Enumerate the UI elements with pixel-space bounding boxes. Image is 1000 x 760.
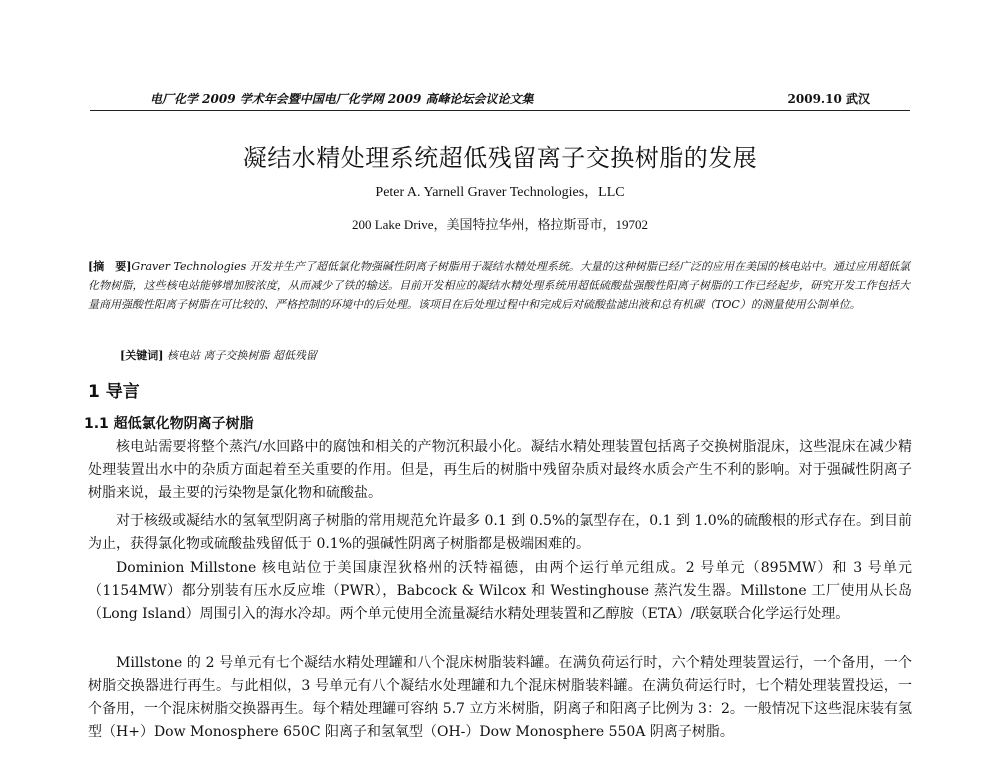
body-paragraph bbox=[88, 510, 912, 556]
paper-title: 凝结水精处理系统超低残留离子交换树脂的发展 bbox=[242, 144, 758, 172]
abstract-text: Graver Technologies 开发并生产了超低氯化物强碱性阴离子树脂用于凝结水精处理系统。大量的这种树脂已经广泛的应用在美国的核电站中。通过应用超低氯化物树脂，这些核电站能够增加胺浓度，从而减少了铁的输送。目前开发相应的凝结水精处理系统用超低硫酸盐强酸性阳离子树脂的工作已经起步，研究开发工作包括大量商用强酸性阳离子树脂在可比较的、严格控制的环境中的后处理。该项目在后处理过程中和完成后对硫酸盐滤出液和总有机碳（TOC）的测量使用公制单位。 bbox=[88, 260, 910, 311]
body-paragraph bbox=[88, 652, 912, 744]
paragraph-text: 对于核级或凝结水的氢氧型阴离子树脂的常用规范允许最多 0.1 到 0.5%的氯型存在，0.1 到 1.0%的硫酸根的形式存在。到目前为止，获得氯化物或硫酸盐残留低于 0.1%的强碱性阴离子树脂都是极端困难的。 bbox=[88, 513, 912, 552]
keywords-label: [关键词] bbox=[120, 349, 164, 362]
paragraph-text: Dominion Millstone 核电站位于美国康涅狄格州的沃特福德，由两个运行单元组成。2 号单元（895MW）和 3 号单元（1154MW）都分别装有压水反应堆（PWR），Babcock & Wilcox 和 Westinghouse 蒸汽发生器。Millstone 工厂使用从长岛（Long Island）周围引入的海水冷却。两个单元使用全流量凝结水精处理装置和乙醇胺（ETA）/联氨联合化学运行处理。 bbox=[88, 560, 912, 622]
header-proceedings-title: 电厂化学 2009 学术年会暨中国电厂化学网 2009 高峰论坛会议论文集 bbox=[150, 92, 534, 106]
keywords bbox=[120, 347, 900, 363]
section-heading-introduction: 1 导言 bbox=[88, 382, 140, 402]
subsection-heading-anion-resin: 1.1 超低氯化物阴离子树脂 bbox=[84, 416, 254, 432]
paragraph-text: 核电站需要将整个蒸汽/水回路中的腐蚀和相关的产物沉积最小化。凝结水精处理装置包括离子交换树脂混床，这些混床在减少精处理装置出水中的杂质方面起着至关重要的作用。但是，再生后的树脂中残留杂质对最终水质会产生不利的影响。对于强碱性阴离子树脂来说，最主要的污染物是氯化物和硫酸盐。 bbox=[88, 439, 912, 501]
abstract bbox=[88, 257, 910, 314]
paper-authors: Peter A. Yarnell Graver Technologies，LLC bbox=[375, 185, 625, 200]
body-paragraph bbox=[88, 436, 912, 505]
paragraph-text: Millstone 的 2 号单元有七个凝结水精处理罐和八个混床树脂装料罐。在满负荷运行时，六个精处理装置运行，一个备用，一个树脂交换器进行再生。与此相似，3 号单元有八个凝结水处理罐和九个混床树脂装料罐。在满负荷运行时，七个精处理装置投运，一个备用，一个混床树脂交换器再生。每个精处理罐可容纳 5.7 立方米树脂，阴离子和阳离子比例为 3：2。一般情况下这些混床装有氢型（H+）Dow Monosphere 650C 阳离子和氢氧型（OH-）Dow Monosphere 550A 阴离子树脂。 bbox=[88, 655, 912, 740]
abstract-label: [摘 要] bbox=[88, 260, 132, 273]
body-paragraph bbox=[88, 557, 912, 626]
running-header bbox=[90, 90, 910, 110]
keywords-text: 核电站 离子交换树脂 超低残留 bbox=[166, 349, 317, 362]
header-date-location: 2009.10 武汉 bbox=[787, 92, 870, 106]
author-address: 200 Lake Drive，美国特拉华州，格拉斯哥市，19702 bbox=[351, 217, 649, 232]
header-divider bbox=[90, 110, 910, 111]
